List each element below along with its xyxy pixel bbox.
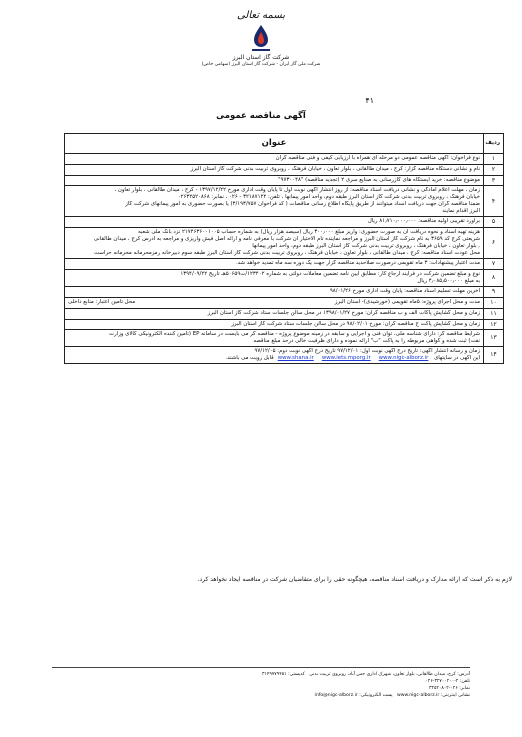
footer-contact	[262, 671, 470, 699]
row-content	[65, 228, 484, 259]
row-number: ۱	[484, 154, 504, 165]
links-suffix-text: قابل رویت می باشند.	[225, 355, 274, 362]
document-title: آگهی مناقصه عمومی	[216, 111, 306, 121]
row-text-line: به مبلغ ۴٫۰۸۵٫۵۰۰٫۰۰۰ ریال	[417, 278, 480, 285]
table-row	[65, 175, 504, 186]
row-text-line: نوع فراخوان: آگهی مناقصه عمومی دو مرحله ای همراه با ارزیابی کیفی و فنی مناقصه گران	[275, 155, 480, 161]
row-content	[65, 259, 484, 270]
row-text-line: شرایط مناقصه گر: دارای شناسه ملی، توان فنی و اجرایی و سابقه در زمینه موضوع پروژه - مناقصه گر می بایست در سامانه EP (تامین کننده الکترونیکی کالای وزارت	[109, 331, 480, 338]
footnote: لازم به ذکر است که ارائه مدارک و دریافت اسناد مناقصه، هیچگونه حقی را برای متقاضیان شرکت در مناقصه ایجاد نخواهد کرد.	[197, 576, 512, 583]
tender-table	[64, 133, 504, 364]
row-number: ۱۲	[484, 319, 504, 330]
company-subtitle: شرکت ملی گاز ایران - شرکت گاز استان البرز (سهامی خاص)	[201, 62, 321, 67]
footer-fax: نمابر: ۰۲۶-۳۲۵۲۰۸۰۲	[429, 686, 470, 692]
table-row	[65, 186, 504, 217]
company-logo-icon	[246, 23, 276, 53]
footer-divider	[52, 667, 470, 668]
row-text-line: شریعتی کرج کد ۳۶۵۹ به نام شرکت گاز استان البرز و مراجعه نماینده تام الاختیار آن شرکت با معرفی نامه و ارائه اصل فیش واریزی و مراجعه به آدرس کرج ، میدان طالقانی	[93, 236, 480, 243]
row-text-line: زمان ، مهلت اعلام آمادگی و نشانی دریافت اسناد مناقصه: از روز انتشار آگهی نوبت اول تا پایان وقت اداری مورخ ۱۳۹۷/۱۲/۲۲ - کرج ، میدان طالقانی ، بلوار تعاون ،	[114, 187, 480, 194]
row-number: ۱۳	[484, 330, 504, 347]
table-row	[65, 259, 504, 270]
row-content	[65, 186, 484, 217]
row-text-line: خیابان فرهنگ ، روبروی تربیت بدنی شرکت گاز استان البرز طبقه دوم، واحد امور پیمانها ، تلفن: ۳۲۱۸۷۱۲۴ - ۰۲۶ ، نمابر: ۰۲۶۳۲۵۲۰۸۶۸	[177, 194, 480, 201]
row-text-line: موضوع مناقصه: خرید ایستگاه های گازرسانی به صنایع سری ۲ (تجدید مناقصه) "۹۷۳۰۰۴۸"	[278, 176, 480, 183]
page-mark: ۴۱	[365, 96, 374, 105]
table-row	[65, 319, 504, 330]
row-number: ۹	[484, 287, 504, 298]
row-number: ۸	[484, 270, 504, 287]
row-text-line: آخرین مهلت تسلیم اسناد مناقصه: پایان وقت اداری مورخ ۹۸/۰۱/۲۶	[329, 288, 480, 295]
row-text-line: هزینه تهیه اسناد و نحوه دریافت آن به صورت حضوری: واریز مبلغ ۳۰۰٫۰۰۰ ریال (سیصد هزار ریال) به شماره حساب ۲۱۷۴۶۳۶۰۰۱۰۰۵ نزد بانک ملی شعبه	[138, 229, 480, 236]
row-text-line: برآورد تقریبی اولیه مناقصه: ۸۱٫۷۱۰٫۰۰۰٫۰۰۰ ریال	[367, 218, 480, 225]
footer-email-link[interactable]: info@nigc-alborz.ir	[314, 693, 358, 699]
row-content	[65, 347, 484, 364]
table-row	[65, 330, 504, 347]
row-text-line: مدت اعتبار پیشنهادات: ۳ ماه تقویمی درصورت صلاحدید مناقصه گزار جهت یک دوره سه ماه تمدید خواهد شد.	[235, 260, 480, 267]
row-text-line: ضمنا مناقصه گران جهت دریافت اسناد میتوانند از طریق پایگاه اطلاع رسانی مناقصات ( کد فراخوان ۳/۱۹۳/۷۵۷) یا بصورت حضوری به امور پیمانهای شرکت گاز	[125, 201, 480, 208]
row-number: ۳	[484, 175, 504, 186]
row-number: ۲	[484, 164, 504, 175]
website-link[interactable]: www.nigc-alborz.ir	[378, 355, 429, 362]
table-row	[65, 217, 504, 228]
footer-address: آدرس: کرج، میدان طالقانی، بلوار تعاون، شهرک اداری حس آباد، روبروی تربیت بدنی	[309, 672, 470, 677]
row-content	[65, 319, 484, 330]
column-header-title: عنوان	[65, 134, 484, 154]
row-number: ۱۴	[484, 347, 504, 364]
row-content	[65, 270, 484, 287]
table-row	[65, 228, 504, 259]
row-number: ۷	[484, 259, 504, 270]
row-content	[65, 330, 484, 347]
table-row	[65, 164, 504, 175]
table-header-row	[65, 134, 504, 154]
funding-source-text: محل تامین اعتبار: منابع داخلی	[68, 298, 136, 305]
table-row	[65, 270, 504, 287]
row-text-line: محل عودت اسناد مناقصه: کرج ، میدان طالقانی ، بلوار تعاون ، خیابان فرهنگ ، روبروی تربیت بدنی شرکت گاز استان البرز طبقه سوم دبیرخانه رمزمحرمانه محرمانه حراست	[94, 250, 480, 257]
company-name: شرکت گاز استان البرز	[232, 54, 290, 61]
row-text-line: البرز اقدام نمایند	[442, 208, 480, 215]
row-content	[65, 308, 484, 319]
row-text-line: زمان و محل گشایش پاکت ج مناقصه گران: مورخ ۹۸/۰۲/۰۱ در محل سالن جلسات ستاد شرکت گاز استان البرز	[231, 320, 480, 327]
footer-postal-code: کدپستی: ۳۱۴۹۷۷۹۴۵۱	[261, 672, 305, 677]
row-text-line: نوع و مبلغ تضمین شرکت در فرآیند ارجاع کار: مطابق آیین نامه تضمین معاملات دولتی به شماره ۱۲۳۴۰۲/ت۵۰۶۵۹هـ تاریخ ۱۳۹۴/۰۹/۲۲	[180, 271, 480, 278]
footer-email-label: پست الکترونیکی:	[359, 693, 393, 699]
footer-website-label: نشانی اینترنتی:	[440, 693, 470, 699]
row-content	[65, 175, 484, 186]
column-header-row-number: ردیف	[484, 134, 504, 154]
row-text-line: مدت و محل اجرای پروژه: ۵ماه تقویمی (خورشیدی)- استان البرز	[334, 298, 480, 305]
row-content	[65, 164, 484, 175]
row-text-line: نفت) ثبت شده و گواهی مربوطه را به پاکت "ب" ارائه نموده و دارای ظرفیت خالی درحد مبلغ مناقصه	[253, 338, 480, 345]
table-row	[65, 297, 504, 308]
website-link[interactable]: www.iets.mporg.ir	[321, 355, 371, 362]
row-content	[65, 154, 484, 165]
row-number: ۴	[484, 186, 504, 217]
website-link[interactable]: www.shana.ir	[277, 355, 314, 362]
row-number: ۶	[484, 228, 504, 259]
row-number: ۵	[484, 217, 504, 228]
table-row	[65, 287, 504, 298]
footer	[52, 671, 470, 699]
footer-website-link[interactable]: www.nigc-alborz.ir	[396, 693, 440, 699]
row-number: ۱۱	[484, 308, 504, 319]
table-row	[65, 308, 504, 319]
row-number: ۱۰	[484, 297, 504, 308]
table-body	[65, 154, 504, 364]
row-text-line: این آگهی در سایتهای www.shana.ir www.iets.mporg.ir www.nigc-alborz.irقابل رویت می باشند.	[225, 355, 480, 362]
footer-phone: تلفن: ۲-۳۲۷۰۰۲۰۰-۰۲۶	[425, 679, 470, 685]
row-text-line: زمان و رسانه انتشار آگهی: تاریخ درج آگهی نوبت اول: ۹۷/۱۲/۰۱ تاریخ درج آگهی نوبت دوم: ۹۷/۱۲/۰۵	[254, 348, 480, 355]
row-content	[65, 217, 484, 228]
row-content	[65, 287, 484, 298]
table-row	[65, 347, 504, 364]
row-content	[65, 297, 484, 308]
table-row	[65, 154, 504, 165]
letterhead	[0, 8, 522, 67]
row-text-line: , بلوار تعاون ، خیابان فرهنگ ، روبروی تربیت بدنی شرکت گاز استان البرز طبقه دوم، واحد امور پیمانها	[252, 243, 480, 250]
row-text-line: زمان و محل گشایش پاکات الف و ب مناقصه گران: مورخ ۱۳۹۸/۰۱/۲۷ در محل سالن جلسات ستاد شرکت گاز استان البرز	[207, 309, 480, 316]
bismillah-text: بسمه تعالی	[236, 10, 286, 21]
row-text-line: نام و نشانی دستگاه مناقصه گزار: کرج ، میدان طالقانی ، بلوار تعاون ، خیابان فرهنگ ، روبروی تربیت بدنی شرکت گاز استان البرز	[190, 165, 480, 172]
